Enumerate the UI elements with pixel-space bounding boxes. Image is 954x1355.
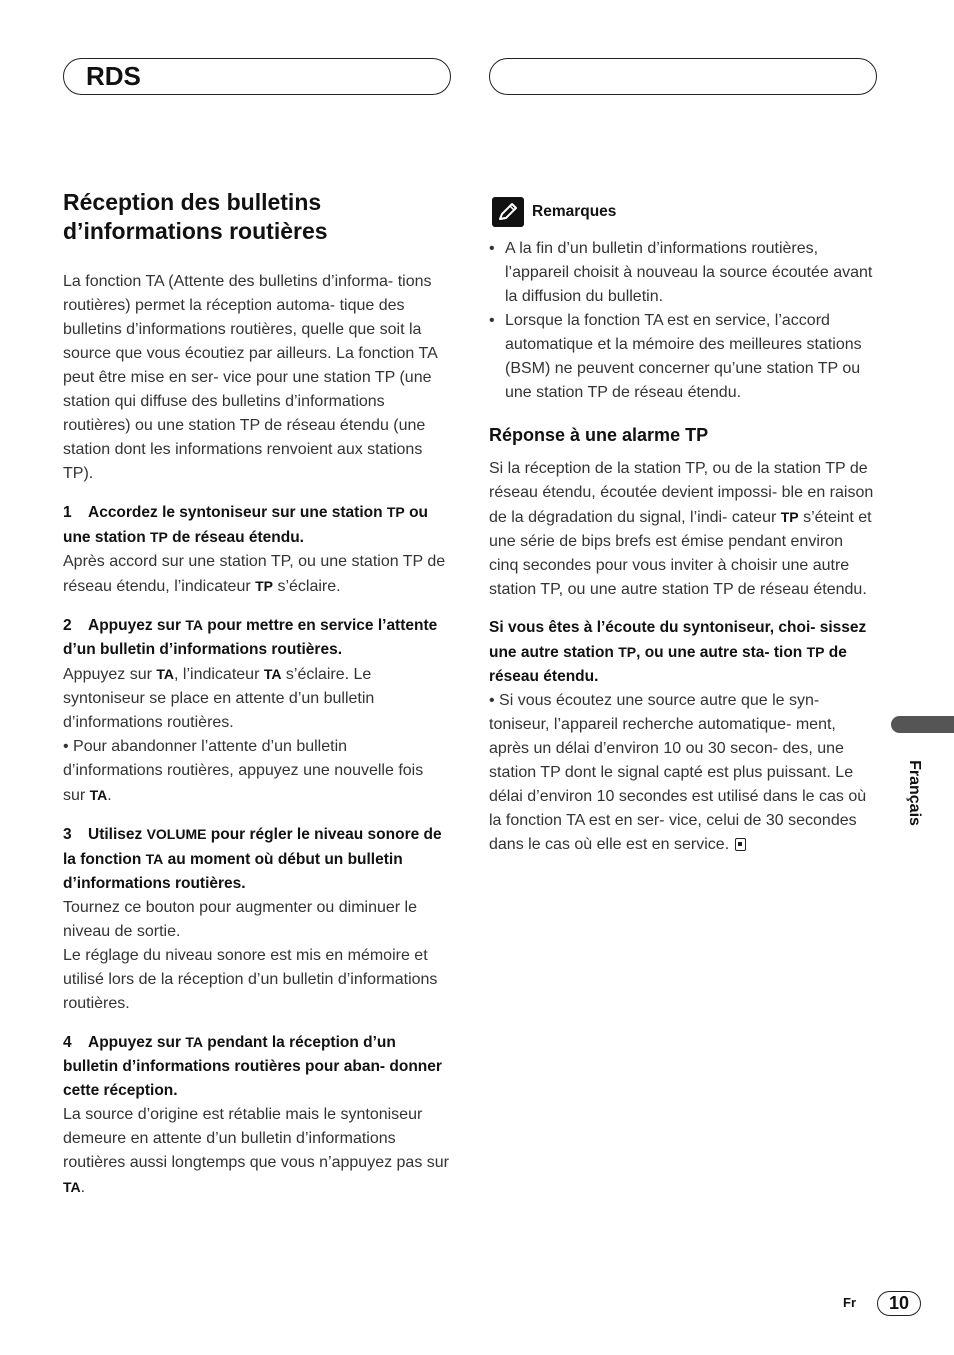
step-text: Si vous êtes à l’écoute du syntoniseur, choi- sissez une autre station: [489, 619, 867, 661]
body-text: s’éclaire.: [273, 578, 341, 595]
body-text: , l’indicateur: [174, 666, 264, 683]
section-title: RDS: [86, 61, 141, 91]
step-text: Appuyez sur: [88, 617, 186, 634]
section-header-box: [63, 58, 451, 95]
language-tab-marker: [891, 716, 954, 733]
footer-language-code: Fr: [843, 1295, 856, 1310]
indicator-label: TP: [255, 578, 274, 594]
step-text: au moment où début un bulletin d’informations routières.: [63, 851, 403, 892]
remark-item: [489, 309, 874, 405]
body-text: La source d’origine est rétablie mais le syntoniseur demeure en attente d’un bulletin d’informations routières aussi longtemps que vous n’appuyez pas sur: [63, 1106, 449, 1171]
step-text: de réseau étendu.: [489, 644, 847, 685]
header-empty-box: [489, 58, 877, 95]
step-text: Utilisez: [88, 826, 147, 843]
section-heading: [63, 188, 449, 246]
right-column: [489, 197, 874, 857]
pencil-icon: [492, 197, 524, 227]
button-label: TA: [89, 787, 108, 803]
body-text: Si la réception de la station TP, ou de la station TP de réseau étendu, écoutée devient impossi- ble en raison de la dégradation du signal, l’indi- cateur: [489, 460, 874, 526]
remark-item: [489, 237, 874, 309]
left-column: [63, 188, 449, 1200]
step-1-body: [63, 550, 449, 599]
heading-line-2: d’informations routières: [63, 218, 328, 244]
step-number: 4: [63, 1034, 72, 1051]
key-label: TP: [149, 529, 168, 545]
step-text: ou une station: [63, 504, 429, 546]
indicator-label: TP: [780, 509, 799, 525]
language-label: [903, 748, 925, 838]
step-4-body: [63, 1103, 449, 1200]
step-text: Appuyez sur: [88, 1034, 186, 1051]
button-label: TA: [156, 666, 175, 682]
button-label: TA: [63, 1179, 81, 1195]
step-number: 3: [63, 826, 72, 843]
step-1-title: [63, 500, 449, 550]
step-text: , ou une autre sta- tion: [636, 644, 807, 661]
step-number: 1: [63, 504, 72, 521]
step-2-bullet: [63, 735, 449, 808]
remarks-label: Remarques: [532, 203, 617, 220]
step-text: de réseau étendu.: [167, 529, 304, 546]
bullet-icon: •: [489, 240, 495, 257]
step-number: 2: [63, 617, 72, 634]
subsection-heading: Réponse à une alarme TP: [489, 425, 709, 445]
step-4-title: [63, 1030, 449, 1103]
step-2-title: [63, 613, 449, 662]
alarm-paragraph: [489, 457, 874, 602]
heading-line-1: Réception des bulletins: [63, 189, 322, 215]
step-text: pour mettre en service l’attente d’un bulletin d’informations routières.: [63, 617, 438, 658]
body-text: • Si vous écoutez une source autre que le syn- toniseur, l’appareil recherche automatique- ment, après un délai d’environ 10 ou 30 secon- des, une station TP dont le signal capté est plus puissant. Le délai d’environ 10 secondes est utilisé dans le cas où la fonction TA est en ser- vice, celui de 30 secondes dans le cas où elle est en service.: [489, 692, 867, 853]
remarks-header: [489, 197, 874, 227]
end-of-section-icon: [735, 838, 746, 851]
key-label: TP: [618, 644, 637, 660]
body-text: .: [107, 787, 112, 804]
key-label: TA: [185, 1034, 203, 1050]
key-label: TP: [806, 644, 825, 660]
body-text: s’éclaire. Le syntoniseur se place en attente d’un bulletin d’informations routières.: [63, 666, 375, 731]
step-text: Accordez le syntoniseur sur une station: [88, 504, 387, 521]
step-3-title: [63, 822, 449, 896]
indicator-label: TA: [263, 666, 282, 682]
instruction-bullet: [489, 689, 874, 857]
step-text: pendant la réception d’un bulletin d’informations routières pour aban- donner cette réception.: [63, 1034, 442, 1099]
body-text: • Pour abandonner l’attente d’un bulletin d’informations routières, appuyez une nouvelle fois sur: [63, 738, 424, 804]
body-text: s’éteint et une série de bips brefs est émise pendant environ cinq secondes pour vous inviter à choisir une autre station TP, ou une autre station TP de réseau étendu.: [489, 509, 872, 598]
remark-text: A la fin d’un bulletin d’informations routières, l’appareil choisit à nouveau la source écoutée avant la diffusion du bulletin.: [505, 240, 873, 305]
step-2-body: [63, 662, 449, 735]
step-3-body-2: Le réglage du niveau sonore est mis en mémoire et utilisé lors de la réception d’un bulletin d’informations routières.: [63, 947, 438, 1012]
body-text: Après accord sur une station TP, ou une station TP de réseau étendu, l’indicateur: [63, 553, 446, 595]
remark-text: Lorsque la fonction TA est en service, l’accord automatique et la mémoire des meilleures stations (BSM) ne peuvent concerner qu’une station TP ou une station TP de réseau étendu.: [505, 312, 862, 401]
step-text: pour régler le niveau sonore de la fonction: [63, 826, 442, 868]
instruction-title: [489, 616, 874, 689]
step-3-body-1: Tournez ce bouton pour augmenter ou diminuer le niveau de sortie.: [63, 899, 417, 940]
body-text: .: [80, 1179, 86, 1196]
page-number: 10: [877, 1291, 921, 1316]
key-label: TA: [145, 851, 164, 867]
intro-paragraph: La fonction TA (Attente des bulletins d’informa- tions routières) permet la réception automa- tique des bulletins d’informations routières, quelle que soit la source que vous écoutiez par ailleurs. La fonction TA peut être mise en ser- vice pour une station TP (une station qui diffuse des bulletins d’informations routières) ou une station TP de réseau étendu (une station dont les informations renvoient aux stations TP).: [63, 273, 437, 482]
key-label: TA: [185, 617, 203, 633]
body-text: Appuyez sur: [63, 666, 157, 683]
bullet-icon: •: [489, 312, 495, 329]
key-label: VOLUME: [146, 826, 207, 842]
language-text: Français: [906, 760, 923, 826]
key-label: TP: [386, 504, 405, 520]
